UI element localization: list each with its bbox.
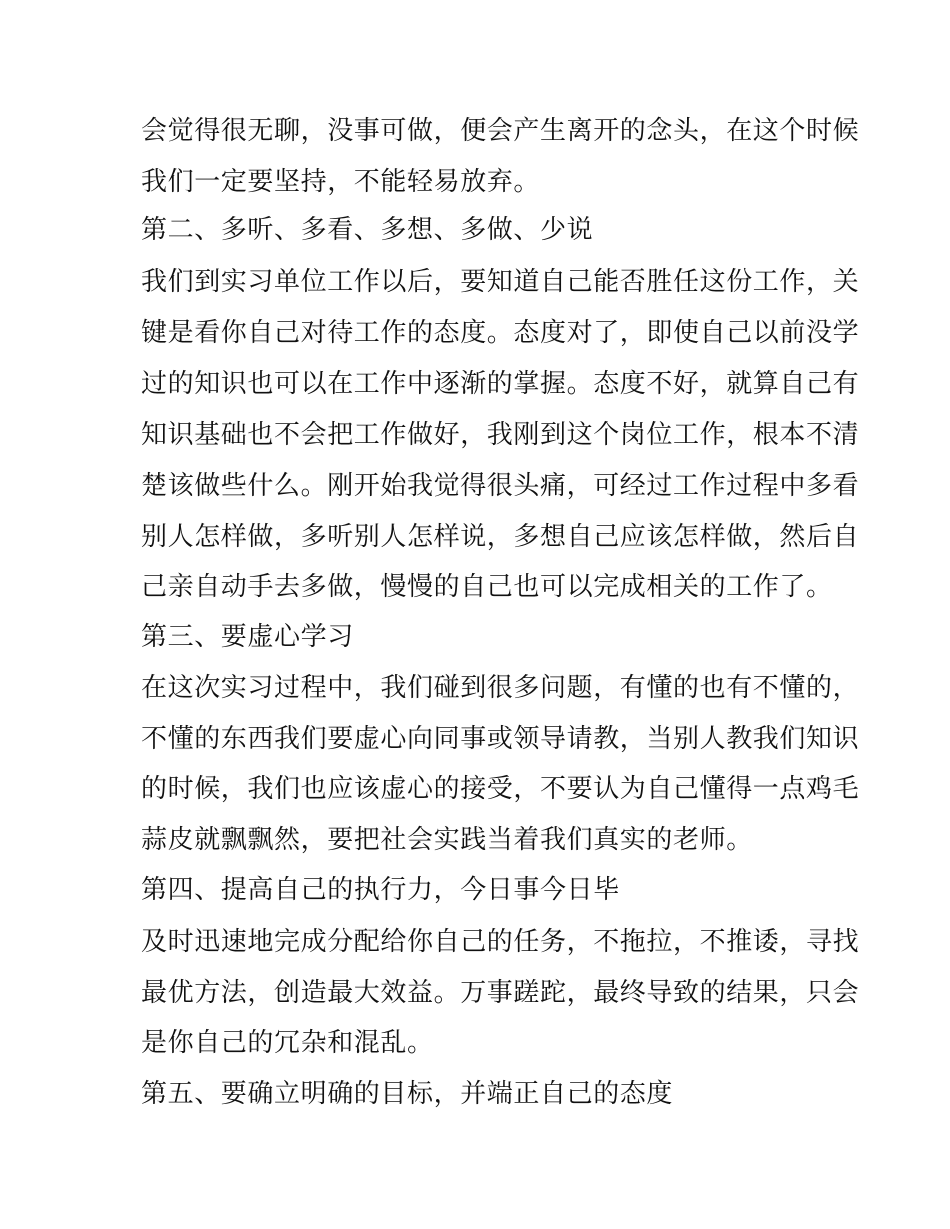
body-text-line: 蒜皮就飘飘然，要把社会实践当着我们真实的老师。 bbox=[141, 825, 753, 855]
body-text-line: 我们一定要坚持，不能轻易放弃。 bbox=[141, 167, 541, 197]
body-text-line: 别人怎样做，多听别人怎样说，多想自己应该怎样做，然后自 bbox=[141, 522, 860, 552]
body-text-line: 己亲自动手去多做，慢慢的自己也可以完成相关的工作了。 bbox=[141, 572, 833, 602]
body-text-line: 知识基础也不会把工作做好，我刚到这个岗位工作，根本不清 bbox=[141, 420, 860, 450]
body-text-line: 键是看你自己对待工作的态度。态度对了，即使自己以前没学 bbox=[141, 318, 860, 348]
body-text-line: 及时迅速地完成分配给你自己的任务，不拖拉，不推诿，寻找 bbox=[141, 927, 860, 957]
section-heading-3: 第三、要虚心学习 bbox=[141, 622, 354, 652]
body-text-line: 我们到实习单位工作以后，要知道自己能否胜任这份工作，关 bbox=[141, 267, 860, 297]
body-text-line: 的时候，我们也应该虚心的接受，不要认为自己懂得一点鸡毛 bbox=[141, 774, 860, 804]
section-heading-2: 第二、多听、多看、多想、多做、少说 bbox=[141, 215, 594, 245]
section-heading-5: 第五、要确立明确的目标，并端正自己的态度 bbox=[141, 1079, 674, 1109]
body-text-line: 过的知识也可以在工作中逐渐的掌握。态度不好，就算自己有 bbox=[141, 369, 860, 399]
body-text-line: 最优方法，创造最大效益。万事蹉跎，最终导致的结果，只会 bbox=[141, 978, 860, 1008]
body-text-line: 不懂的东西我们要虚心向同事或领导请教，当别人教我们知识 bbox=[141, 724, 860, 754]
body-text-line: 是你自己的冗杂和混乱。 bbox=[141, 1028, 434, 1058]
body-text-line: 在这次实习过程中，我们碰到很多问题，有懂的也有不懂的， bbox=[141, 673, 860, 703]
section-heading-4: 第四、提高自己的执行力，今日事今日毕 bbox=[141, 875, 620, 905]
body-text-line: 楚该做些什么。刚开始我觉得很头痛，可经过工作过程中多看 bbox=[141, 471, 860, 501]
body-text-line: 会觉得很无聊，没事可做，便会产生离开的念头，在这个时候 bbox=[141, 116, 860, 146]
